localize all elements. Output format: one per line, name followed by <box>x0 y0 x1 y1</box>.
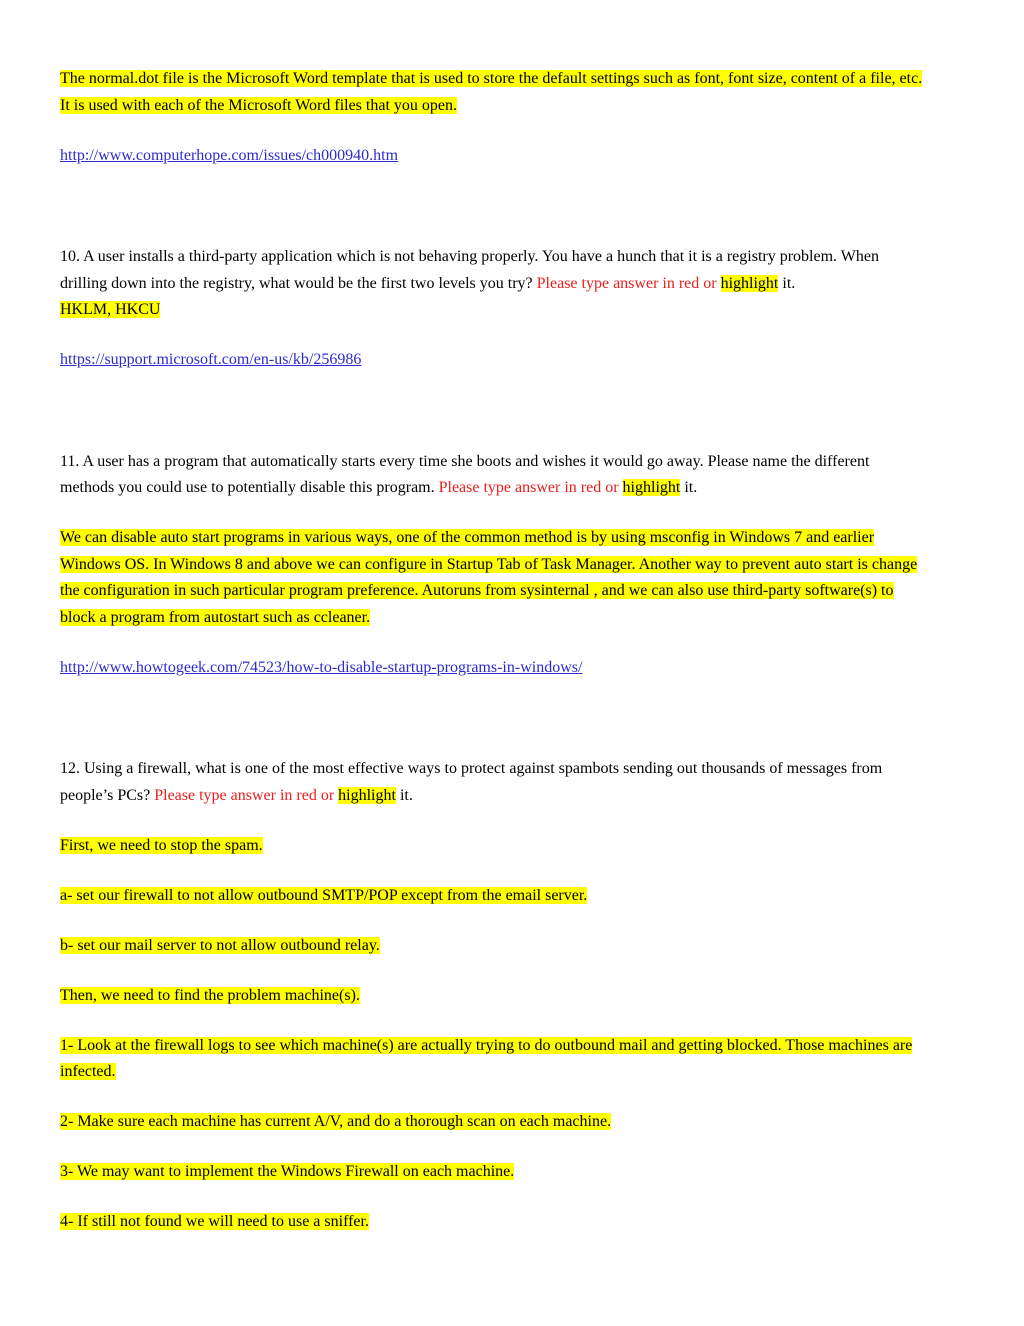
q12-line-1: 12. Using a firewall, what is one of the most effective ways to protect against spambots sending out thousands of messages from <box>60 760 883 777</box>
q11-answer-3: the configuration in such particular program preference. Autoruns from sysinternal , and we can also use third-party software(s) to <box>60 582 894 599</box>
spacer <box>60 1136 980 1160</box>
spacer <box>60 119 980 143</box>
q11-answer-2: Windows OS. In Windows 8 and above we can configure in Startup Tab of Task Manager. Another way to prevent auto start is change <box>60 555 918 573</box>
spacer <box>60 631 980 655</box>
q12-answer-6: infected. <box>60 1063 116 1080</box>
q12-answer-line-2 <box>60 883 980 910</box>
spacer <box>60 1186 980 1210</box>
q12-answer-2: a- set our firewall to not allow outbound SMTP/POP except from the email server. <box>60 886 588 904</box>
q12-answer-line-3 <box>60 933 980 960</box>
q10-line-2 <box>60 271 980 298</box>
q11-answer-line-3 <box>60 578 980 605</box>
q10-answer: HKLM, HKCU <box>60 301 161 318</box>
q12-trailing: it. <box>399 786 413 804</box>
q10-instruction: Please type answer in red or <box>536 274 717 292</box>
spacer <box>60 374 980 449</box>
q11-answer-line-2 <box>60 552 980 579</box>
q12-answer-line-7 <box>60 1109 980 1136</box>
q12-answer-3: b- set our mail server to not allow outbound relay. <box>60 936 380 954</box>
q12-instruction: Please type answer in red or <box>154 786 335 804</box>
q10-highlight-word: highlight <box>720 274 779 292</box>
q11-answer-1: We can disable auto start programs in various ways, one of the common method is by using msconfig in Windows 7 and earlier <box>60 529 875 546</box>
q12-answer-line-5 <box>60 1033 980 1060</box>
microsoft-support-link[interactable]: https://support.microsoft.com/en-us/kb/256986 <box>60 351 362 368</box>
q12-answer-9: 4- If still not found we will need to use a sniffer. <box>60 1213 369 1230</box>
q11-answer-line-1 <box>60 525 980 552</box>
q12-answer-1: First, we need to stop the spam. <box>60 836 263 854</box>
q12-answer-4: Then, we need to find the problem machine(s). <box>60 986 360 1004</box>
spacer <box>60 809 980 833</box>
spacer <box>60 1086 980 1110</box>
q12-question-text: people’s PCs? <box>60 786 151 804</box>
q11-line-1: 11. A user has a program that automatically starts every time she boots and wishes it would go away. Please name the different <box>60 452 870 470</box>
q12-line-2 <box>60 783 980 810</box>
q10-answer-line <box>60 297 980 324</box>
q10-line-1: 10. A user installs a third-party application which is not behaving properly. You have a hunch that it is a registry problem. When <box>60 248 879 265</box>
spacer <box>60 502 980 526</box>
q12-answer-line-9 <box>60 1209 980 1236</box>
q11-answer-4: block a program from autostart such as ccleaner. <box>60 608 371 626</box>
q11-answer-line-4 <box>60 605 980 632</box>
spacer <box>60 324 980 348</box>
q11-line-2 <box>60 475 980 502</box>
spacer <box>60 681 980 756</box>
q12-answer-line-1 <box>60 833 980 860</box>
q12-answer-line-6 <box>60 1059 980 1086</box>
q10-question-text: drilling down into the registry, what would be the first two levels you try? <box>60 274 533 292</box>
q12-answer-line-8 <box>60 1159 980 1186</box>
q11-question-text: methods you could use to potentially disable this program. <box>60 479 435 496</box>
spacer <box>60 859 980 883</box>
spacer <box>60 169 980 244</box>
spacer <box>60 1009 980 1033</box>
spacer <box>60 959 980 983</box>
intro-highlight-2: It is used with each of the Microsoft Word files that you open. <box>60 96 457 114</box>
q12-highlight-word: highlight <box>338 786 396 804</box>
q12-answer-8: 3- We may want to implement the Windows Firewall on each machine. <box>60 1163 515 1180</box>
document-page <box>60 66 980 1236</box>
spacer <box>60 909 980 933</box>
q12-answer-line-4 <box>60 983 980 1010</box>
q12-answer-7: 2- Make sure each machine has current A/V, and do a thorough scan on each machine. <box>60 1113 612 1130</box>
q11-highlight-word: highlight <box>622 479 681 496</box>
q12-answer-5: 1- Look at the firewall logs to see which machine(s) are actually trying to do outbound mail and getting blocked. Those machines are <box>60 1036 913 1054</box>
intro-line-1 <box>60 66 980 93</box>
q11-instruction: Please type answer in red or <box>438 479 619 496</box>
intro-link-line <box>60 143 980 170</box>
q10-trailing: it. <box>782 274 796 292</box>
q10-link-line <box>60 347 980 374</box>
q11-trailing: it. <box>684 479 698 496</box>
computerhope-link[interactable]: http://www.computerhope.com/issues/ch000940.htm <box>60 146 399 164</box>
howtogeek-link[interactable]: http://www.howtogeek.com/74523/how-to-disable-startup-programs-in-windows/ <box>60 658 583 676</box>
intro-line-2 <box>60 93 980 120</box>
intro-highlight-1: The normal.dot file is the Microsoft Word template that is used to store the default settings such as font, font size, content of a file, etc. <box>60 70 923 87</box>
q11-link-line <box>60 655 980 682</box>
